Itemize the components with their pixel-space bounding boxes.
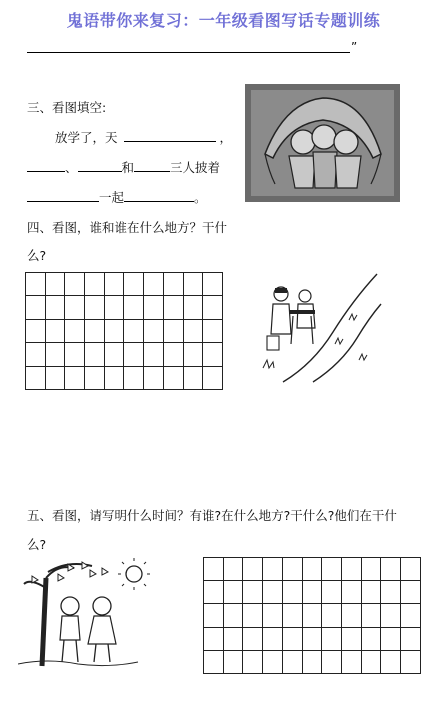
section3-and: 和 xyxy=(121,160,135,175)
grid-cell[interactable] xyxy=(204,604,224,627)
grid-cell[interactable] xyxy=(183,366,203,389)
grid-cell[interactable] xyxy=(104,366,124,389)
grid-cell[interactable] xyxy=(381,627,401,650)
grid-cell[interactable] xyxy=(223,627,243,650)
fill-blank[interactable] xyxy=(124,189,194,202)
grid-cell[interactable] xyxy=(302,604,322,627)
writing-grid[interactable] xyxy=(25,272,223,390)
grid-cell[interactable] xyxy=(45,343,65,366)
grid-cell[interactable] xyxy=(263,558,283,581)
grid-cell[interactable] xyxy=(65,273,85,296)
section5-heading: 五、看图，请写明什么时间？有谁?在什么地方?干什么?他们在干什 xyxy=(27,508,397,523)
grid-cell[interactable] xyxy=(223,558,243,581)
grid-row xyxy=(26,319,223,342)
reading-illustration xyxy=(253,272,383,384)
fill-blank[interactable] xyxy=(124,129,216,142)
grid-cell[interactable] xyxy=(223,650,243,673)
grid-cell[interactable] xyxy=(183,296,203,319)
fill-blank[interactable] xyxy=(27,189,99,202)
grid-cell[interactable] xyxy=(163,273,183,296)
grid-cell[interactable] xyxy=(26,366,46,389)
grid-cell[interactable] xyxy=(263,650,283,673)
grid-cell[interactable] xyxy=(361,650,381,673)
section3-line1 xyxy=(55,128,232,146)
grid-row xyxy=(204,604,421,627)
section3-line2-end: 三人披着 xyxy=(170,160,221,175)
grid-cell[interactable] xyxy=(282,604,302,627)
grid-cell[interactable] xyxy=(282,650,302,673)
grid-cell[interactable] xyxy=(381,581,401,604)
grid-row xyxy=(26,296,223,319)
grid-cell[interactable] xyxy=(144,273,164,296)
grid-cell[interactable] xyxy=(282,581,302,604)
grid-row xyxy=(26,343,223,366)
grid-cell[interactable] xyxy=(183,343,203,366)
grid-cell[interactable] xyxy=(401,650,421,673)
picture-kids-under-tree xyxy=(18,558,168,670)
grid-cell[interactable] xyxy=(381,558,401,581)
section3-period: 。 xyxy=(194,190,207,205)
fill-blank[interactable] xyxy=(78,159,122,172)
grid-cell[interactable] xyxy=(124,273,144,296)
grid-cell[interactable] xyxy=(361,604,381,627)
section3-heading: 三、看图填空: xyxy=(27,100,107,115)
section3-comma: ， xyxy=(219,130,233,145)
grid-cell[interactable] xyxy=(104,296,124,319)
grid-cell[interactable] xyxy=(45,273,65,296)
grid-cell[interactable] xyxy=(223,581,243,604)
grid-cell[interactable] xyxy=(26,319,46,342)
section4-heading: 四、看图，谁和谁在什么地方？干什 xyxy=(27,220,228,235)
grid-cell[interactable] xyxy=(183,319,203,342)
grid-cell[interactable] xyxy=(322,558,342,581)
grid-cell[interactable] xyxy=(204,581,224,604)
grid-cell[interactable] xyxy=(322,650,342,673)
grid-cell[interactable] xyxy=(65,366,85,389)
grid-cell[interactable] xyxy=(65,343,85,366)
grid-cell[interactable] xyxy=(342,627,362,650)
grid-cell[interactable] xyxy=(263,581,283,604)
grid-row xyxy=(204,581,421,604)
grid-cell[interactable] xyxy=(85,366,105,389)
grid-cell[interactable] xyxy=(322,604,342,627)
grid-cell[interactable] xyxy=(361,627,381,650)
grid-cell[interactable] xyxy=(322,581,342,604)
closing-quote: ” xyxy=(351,40,358,54)
grid-cell[interactable] xyxy=(361,581,381,604)
grid-cell[interactable] xyxy=(243,650,263,673)
grid-cell[interactable] xyxy=(144,296,164,319)
grid-cell[interactable] xyxy=(243,558,263,581)
grid-cell[interactable] xyxy=(163,343,183,366)
grid-cell[interactable] xyxy=(204,627,224,650)
grid-cell[interactable] xyxy=(163,319,183,342)
grid-cell[interactable] xyxy=(401,558,421,581)
grid-cell[interactable] xyxy=(401,604,421,627)
grid-cell[interactable] xyxy=(104,273,124,296)
grid-cell[interactable] xyxy=(204,558,224,581)
section3-line3 xyxy=(27,188,207,206)
grid-cell[interactable] xyxy=(26,273,46,296)
grid-cell[interactable] xyxy=(183,273,203,296)
section5-heading-cont: 么? xyxy=(27,537,47,552)
grid-cell[interactable] xyxy=(204,650,224,673)
grid-cell[interactable] xyxy=(144,319,164,342)
grid-cell[interactable] xyxy=(302,627,322,650)
grid-cell[interactable] xyxy=(282,558,302,581)
grid-cell[interactable] xyxy=(203,296,223,319)
grid-cell[interactable] xyxy=(26,343,46,366)
grid-cell[interactable] xyxy=(124,319,144,342)
grid-cell[interactable] xyxy=(203,366,223,389)
grid-cell[interactable] xyxy=(223,604,243,627)
grid-cell[interactable] xyxy=(302,650,322,673)
grid-cell[interactable] xyxy=(263,627,283,650)
page-title: 鬼语带你来复习：一年级看图写话专题训练 xyxy=(66,11,381,30)
grid-cell[interactable] xyxy=(342,650,362,673)
grid-cell[interactable] xyxy=(85,343,105,366)
grid-row xyxy=(204,627,421,650)
writing-grid[interactable] xyxy=(203,557,421,674)
section3-sep: 、 xyxy=(65,160,78,175)
grid-cell[interactable] xyxy=(282,627,302,650)
grid-cell[interactable] xyxy=(124,366,144,389)
grid-cell[interactable] xyxy=(203,319,223,342)
grid-cell[interactable] xyxy=(243,604,263,627)
tree-illustration xyxy=(18,558,168,670)
grid-cell[interactable] xyxy=(104,319,124,342)
grid-cell[interactable] xyxy=(381,604,401,627)
grid-cell[interactable] xyxy=(45,296,65,319)
grid-cell[interactable] xyxy=(124,343,144,366)
grid-cell[interactable] xyxy=(203,273,223,296)
grid-cell[interactable] xyxy=(163,296,183,319)
raincoat-illustration xyxy=(245,84,400,202)
grid-cell[interactable] xyxy=(65,319,85,342)
grid-cell[interactable] xyxy=(45,319,65,342)
grid-cell[interactable] xyxy=(85,273,105,296)
grid-cell[interactable] xyxy=(45,366,65,389)
grid-cell[interactable] xyxy=(26,296,46,319)
grid-cell[interactable] xyxy=(342,581,362,604)
grid-cell[interactable] xyxy=(302,581,322,604)
grid-cell[interactable] xyxy=(342,558,362,581)
grid-cell[interactable] xyxy=(104,343,124,366)
grid-cell[interactable] xyxy=(203,343,223,366)
grid-cell[interactable] xyxy=(144,366,164,389)
fill-blank[interactable] xyxy=(134,159,170,172)
grid-cell[interactable] xyxy=(163,366,183,389)
grid-cell[interactable] xyxy=(322,627,342,650)
grid-row xyxy=(26,273,223,296)
grid-cell[interactable] xyxy=(124,296,144,319)
section4-heading-cont: 么? xyxy=(27,248,47,263)
section3-line1-text: 放学了，天 xyxy=(55,130,118,145)
picture-kids-under-raincoat xyxy=(245,84,400,202)
grid-row xyxy=(204,558,421,581)
grid-cell[interactable] xyxy=(381,650,401,673)
fill-blank[interactable] xyxy=(27,159,65,172)
grid-cell[interactable] xyxy=(401,581,421,604)
section3-together: 一起 xyxy=(99,190,125,205)
answer-line xyxy=(27,52,350,53)
grid-cell[interactable] xyxy=(302,558,322,581)
grid-cell[interactable] xyxy=(85,296,105,319)
grid-cell[interactable] xyxy=(361,558,381,581)
grid-row xyxy=(204,650,421,673)
grid-cell[interactable] xyxy=(243,581,263,604)
grid-cell[interactable] xyxy=(342,604,362,627)
section3-line2 xyxy=(27,158,220,176)
grid-cell[interactable] xyxy=(65,296,85,319)
picture-kids-reading-by-river xyxy=(253,272,383,384)
grid-cell[interactable] xyxy=(85,319,105,342)
grid-cell[interactable] xyxy=(243,627,263,650)
grid-cell[interactable] xyxy=(401,627,421,650)
grid-cell[interactable] xyxy=(144,343,164,366)
grid-row xyxy=(26,366,223,389)
grid-cell[interactable] xyxy=(263,604,283,627)
